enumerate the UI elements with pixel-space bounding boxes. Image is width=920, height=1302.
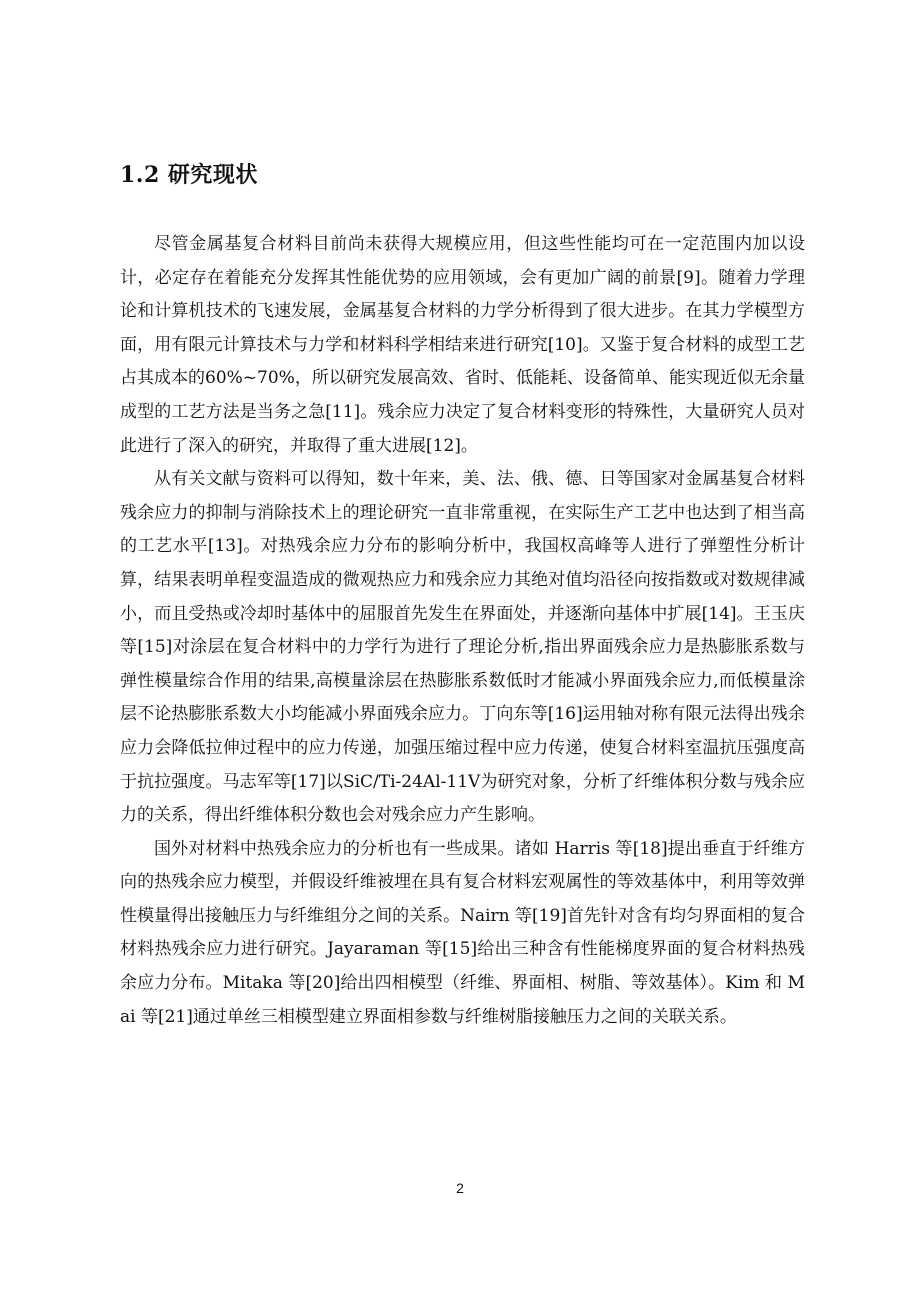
paragraph-3: 国外对材料中热残余应力的分析也有一些成果。诸如 Harris 等[18]提出垂直于纤维方向的热残余应力模型，并假设纤维被埋在具有复合材料宏观属性的等效基体中，利用等效弹性模量得出接触压力与纤维组分之间的关系。Nairn 等[19]首先针对含有均匀界面相的复合材料热残余应力进行研究。Jayaraman 等[15]给出三种含有性能梯度界面的复合材料热残余应力分布。Mitaka 等[20]给出四相模型（纤维、界面相、树脂、等效基体）。Kim 和 Mai 等[21]通过单丝三相模型建立界面相参数与纤维树脂接触压力之间的关联关系。	[120, 838, 805, 1027]
body-text	[120, 228, 805, 1034]
section-heading: 1.2 研究现状	[120, 162, 258, 188]
page-number: 2	[456, 1180, 464, 1196]
paragraph-1: 尽管金属基复合材料目前尚未获得大规模应用，但这些性能均可在一定范围内加以设计，必定存在着能充分发挥其性能优势的应用领域，会有更加广阔的前景[9]。随着力学理论和计算机技术的飞速发展，金属基复合材料的力学分析得到了很大进步。在其力学模型方面，用有限元计算技术与力学和材料科学相结来进行研究[10]。又鉴于复合材料的成型工艺占其成本的60%~70%，所以研究发展高效、省时、低能耗、设备简单、能实现近似无余量成型的工艺方法是当务之急[11]。残余应力决定了复合材料变形的特殊性，大量研究人员对此进行了深入的研究，并取得了重大进展[12]。	[120, 234, 805, 456]
paragraph-2: 从有关文献与资料可以得知，数十年来，美、法、俄、德、日等国家对金属基复合材料残余应力的抑制与消除技术上的理论研究一直非常重视，在实际生产工艺中也达到了相当高的工艺水平[13]。对热残余应力分布的影响分析中，我国权高峰等人进行了弹塑性分析计算，结果表明单程变温造成的微观热应力和残余应力其绝对值均沿径向按指数或对数规律减小，而且受热或冷却时基体中的屈服首先发生在界面处，并逐渐向基体中扩展[14]。王玉庆等[15]对涂层在复合材料中的力学行为进行了理论分析,指出界面残余应力是热膨胀系数与弹性模量综合作用的结果,高模量涂层在热膨胀系数低时才能减小界面残余应力,而低模量涂层不论热膨胀系数大小均能减小界面残余应力。丁向东等[16]运用轴对称有限元法得出残余应力会降低拉伸过程中的应力传递，加强压缩过程中应力传递，使复合材料室温抗压强度高于抗拉强度。马志军等[17]以SiC/Ti-24Al-11V为研究对象，分析了纤维体积分数与残余应力的关系，得出纤维体积分数也会对残余应力产生影响。	[120, 469, 805, 826]
